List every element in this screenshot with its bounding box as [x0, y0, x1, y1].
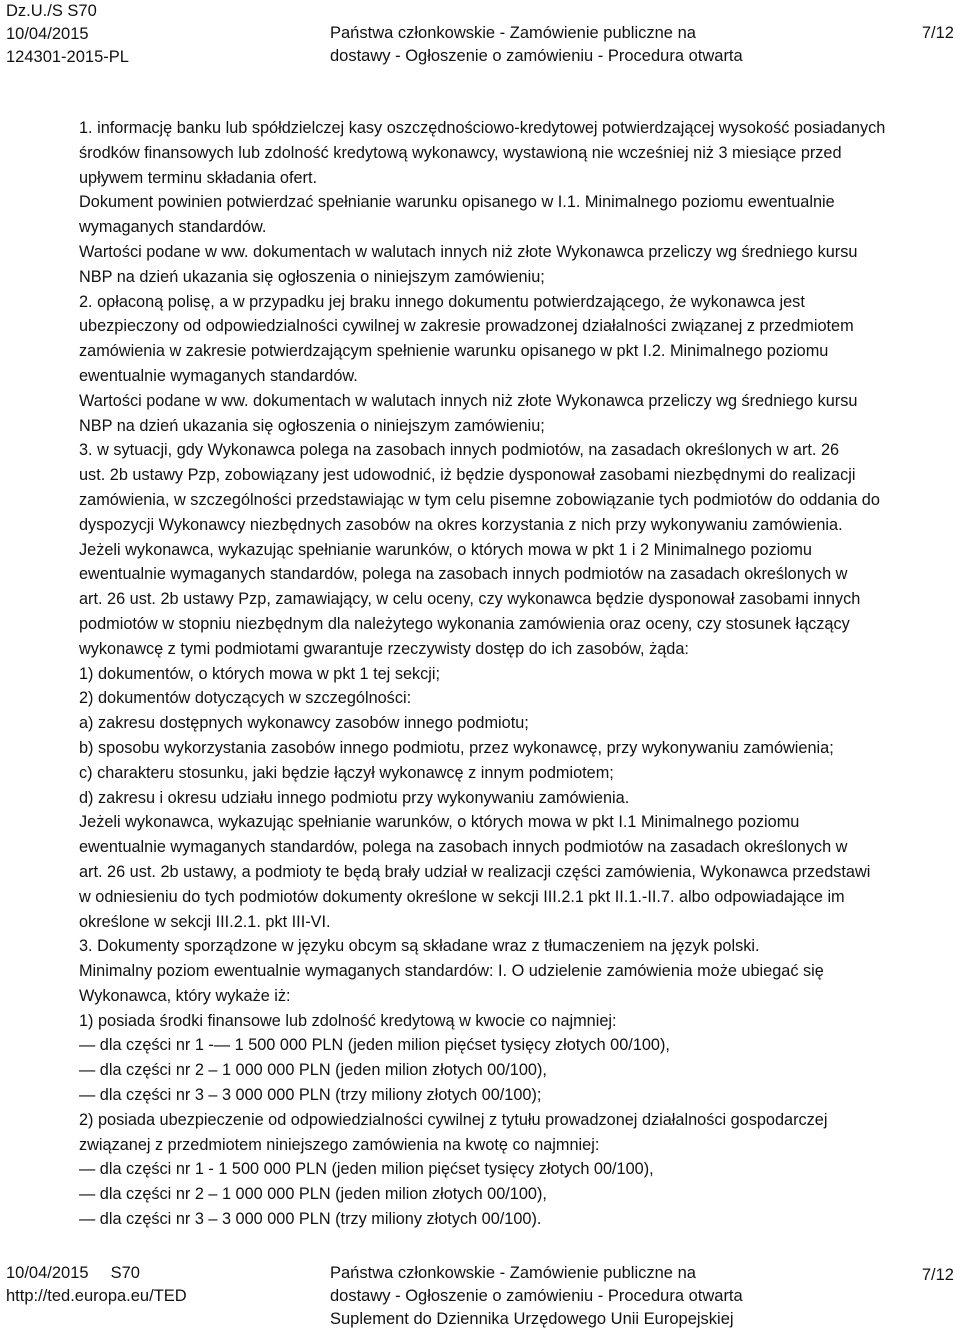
- body-line: w odniesieniu do tych podmiotów dokumenty określone w sekcji III.2.1 pkt II.1.-II.7. albo odpowiadające im: [79, 887, 845, 906]
- body-line: b) sposobu wykorzystania zasobów innego podmiotu, przez wykonawcę, przy wykonywaniu zamówienia;: [79, 738, 834, 757]
- body-line: art. 26 ust. 2b ustawy Pzp, zamawiający, w celu oceny, czy wykonawca będzie dysponował zasobami innych: [79, 590, 861, 609]
- body-line: a) zakresu dostępnych wykonawcy zasobów innego podmiotu;: [79, 714, 529, 733]
- body-line: c) charakteru stosunku, jaki będzie łączył wykonawcę z innym podmiotem;: [79, 763, 614, 782]
- body-line: Jeżeli wykonawca, wykazując spełnianie warunków, o których mowa w pkt I.1 Minimalnego poziomu: [79, 813, 800, 832]
- footer-date: 10/04/2015: [6, 1264, 89, 1282]
- header-page-number: 7/12: [921, 24, 954, 42]
- body-line: Wykonawca, który wykaże iż:: [79, 986, 291, 1005]
- body-line: 1. informację banku lub spółdzielczej kasy oszczędnościowo-kredytowej potwierdzającej wysokość posiadanych: [79, 119, 886, 137]
- header-title-line-2: dostawy - Ogłoszenie o zamówieniu - Procedura otwarta: [330, 47, 743, 65]
- body-line: — dla części nr 2 – 1 000 000 PLN (jeden milion złotych 00/100),: [79, 1185, 547, 1204]
- body-line: upływem terminu składania ofert.: [79, 168, 317, 187]
- body-line: ubezpieczony od odpowiedzialności cywilnej w zakresie prowadzonej działalności związanej z przedmiotem: [79, 317, 854, 336]
- body-line: NBP na dzień ukazania się ogłoszenia o niniejszym zamówieniu;: [79, 267, 545, 286]
- body-line: ewentualnie wymaganych standardów, polega na zasobach innych podmiotów na zasadach określonych w: [79, 565, 848, 584]
- body-line: — dla części nr 1 - 1 500 000 PLN (jeden milion pięćset tysięcy złotych 00/100),: [79, 1160, 654, 1179]
- body-line: Dokument powinien potwierdzać spełnianie warunku opisanego w I.1. Minimalnego poziomu ewentualnie: [79, 193, 835, 212]
- body-line: — dla części nr 3 – 3 000 000 PLN (trzy miliony złotych 00/100);: [79, 1086, 542, 1105]
- header-date: 10/04/2015: [6, 25, 89, 43]
- footer-title-line-2: dostawy - Ogłoszenie o zamówieniu - Procedura otwarta: [330, 1287, 743, 1305]
- footer-reference: [6, 1262, 187, 1308]
- body-line: zamówienia, w szczególności przedstawiając w tym celu pisemne zobowiązanie tych podmiotów do oddania do: [79, 490, 880, 509]
- footer-title-line-1: Państwa członkowskie - Zamówienie publiczne na: [330, 1264, 696, 1282]
- footer-title: [330, 1262, 743, 1331]
- body-line: 3. Dokumenty sporządzone w języku obcym są składane wraz z tłumaczeniem na język polski.: [79, 937, 760, 956]
- header-journal-ref: Dz.U./S S70: [6, 2, 97, 20]
- body-line: 1) posiada środki finansowe lub zdolność kredytową w kwocie co najmniej:: [79, 1011, 617, 1030]
- body-line: podmiotów w stopniu niezbędnym dla należytego wykonania zamówienia oraz oceny, czy stosunek łączący: [79, 614, 850, 633]
- page-header: [0, 0, 960, 70]
- body-line: — dla części nr 3 – 3 000 000 PLN (trzy miliony złotych 00/100).: [79, 1210, 542, 1229]
- body-line: d) zakresu i okresu udziału innego podmiotu przy wykonywaniu zamówienia.: [79, 788, 630, 807]
- body-line: ewentualnie wymaganych standardów, polega na zasobach innych podmiotów na zasadach określonych w: [79, 838, 848, 857]
- body-line: — dla części nr 2 – 1 000 000 PLN (jeden milion złotych 00/100),: [79, 1061, 547, 1080]
- body-line: 3. w sytuacji, gdy Wykonawca polega na zasobach innych podmiotów, na zasadach określonych w art. 26: [79, 441, 840, 460]
- footer-page-number: 7/12: [921, 1266, 954, 1284]
- body-line: NBP na dzień ukazania się ogłoszenia o niniejszym zamówieniu;: [79, 416, 545, 435]
- body-line: 2) dokumentów dotyczących w szczególności:: [79, 689, 412, 708]
- body-line: wymaganych standardów.: [79, 218, 267, 237]
- body-line: Wartości podane w ww. dokumentach w walutach innych niż złote Wykonawca przeliczy wg średniego kursu: [79, 242, 858, 261]
- body-line: Jeżeli wykonawca, wykazując spełnianie warunków, o których mowa w pkt 1 i 2 Minimalnego poziomu: [79, 540, 812, 559]
- body-line: 1) dokumentów, o których mowa w pkt 1 tej sekcji;: [79, 664, 441, 683]
- header-notice-number: 124301-2015-PL: [6, 48, 129, 66]
- page-footer: [0, 1262, 960, 1334]
- body-line: 2) posiada ubezpieczenie od odpowiedzialności cywilnej z tytułu prowadzonej działalności gospodarczej: [79, 1110, 828, 1129]
- body-line: zamówienia w zakresie potwierdzającym spełnienie warunku opisanego w pkt I.2. Minimalnego poziomu: [79, 342, 829, 361]
- footer-date-series: [6, 1262, 187, 1285]
- header-title-line-1: Państwa członkowskie - Zamówienie publiczne na: [330, 24, 696, 42]
- body-line: art. 26 ust. 2b ustawy, a podmioty te będą brały udział w realizacji części zamówienia, Wykonawca przedstawi: [79, 862, 871, 881]
- body-line: dyspozycji Wykonawcy niezbędnych zasobów na okres korzystania z nich przy wykonywaniu zamówienia.: [79, 515, 843, 534]
- header-title: [330, 22, 743, 68]
- body-line: 2. opłaconą polisę, a w przypadku jej braku innego dokumentu potwierdzającego, że wykonawca jest: [79, 292, 805, 311]
- notice-body: [79, 116, 949, 1232]
- body-line: określone w sekcji III.2.1. pkt III-VI.: [79, 912, 331, 931]
- body-line: Wartości podane w ww. dokumentach w walutach innych niż złote Wykonawca przeliczy wg średniego kursu: [79, 391, 858, 410]
- body-line: wykonawcę z tymi podmiotami gwarantuje rzeczywisty dostęp do ich zasobów, żąda:: [79, 639, 689, 658]
- footer-supplement: Suplement do Dziennika Urzędowego Unii Europejskiej: [330, 1310, 734, 1328]
- body-line: — dla części nr 1 -— 1 500 000 PLN (jeden milion pięćset tysięcy złotych 00/100),: [79, 1036, 670, 1055]
- footer-url[interactable]: http://ted.europa.eu/TED: [6, 1287, 187, 1305]
- body-line: środków finansowych lub zdolność kredytową wykonawcy, wystawioną nie wcześniej niż 3 miesiące przed: [79, 143, 842, 162]
- footer-series: S70: [110, 1264, 140, 1282]
- header-reference: [6, 0, 129, 69]
- body-line: ewentualnie wymaganych standardów.: [79, 366, 358, 385]
- body-line: ust. 2b ustawy Pzp, zobowiązany jest udowodnić, iż będzie dysponował zasobami niezbędnymi do realizacji: [79, 466, 856, 485]
- body-line: związanej z przedmiotem niniejszego zamówienia na kwotę co najmniej:: [79, 1135, 600, 1154]
- body-line: Minimalny poziom ewentualnie wymaganych standardów: I. O udzielenie zamówienia może ubiegać się: [79, 962, 824, 981]
